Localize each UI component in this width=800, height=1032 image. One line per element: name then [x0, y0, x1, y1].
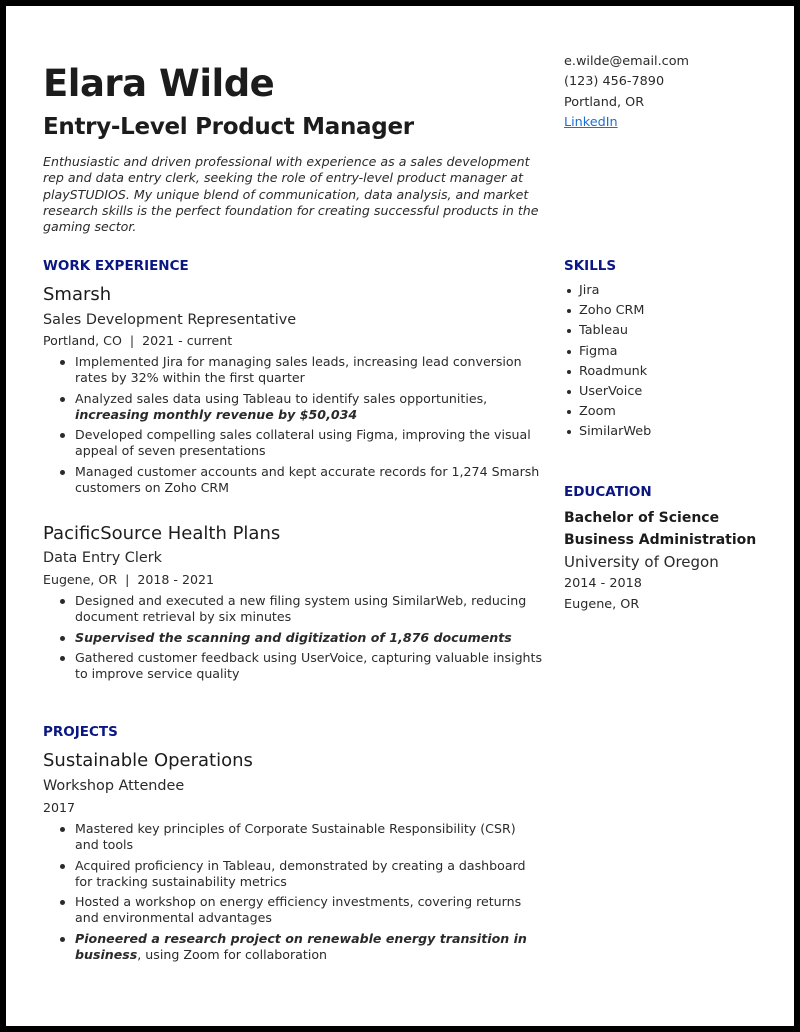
skill-item: UserVoice — [579, 382, 651, 402]
job-meta — [43, 571, 214, 589]
contact-linkedin — [564, 113, 618, 133]
school-name: University of Oregon — [564, 553, 719, 571]
meta-separator: | — [129, 333, 135, 348]
list-item: Managed customer accounts and kept accurate records for 1,274 Smarsh customers on Zoho CRM — [75, 464, 543, 497]
job-dates: 2018 - 2021 — [137, 572, 214, 587]
job-location: Eugene, OR — [43, 572, 118, 587]
bullet-emphasis: Pioneered a research project on renewable energy transition in business — [75, 930, 527, 963]
job-bullets — [43, 354, 543, 500]
skill-item: Zoho CRM — [579, 301, 651, 321]
skill-item: Roadmunk — [579, 362, 651, 382]
contact-phone: (123) 456-7890 — [564, 74, 665, 89]
skill-item: Jira — [579, 281, 651, 301]
summary-paragraph: Enthusiastic and driven professional with experience as a sales development rep and data entry clerk, seeking the role of entry-level product manager at playSTUDIOS. My unique blend of communication, data analysis, and market research skills is the perfect foundation for creating successful products in the gaming sector. — [43, 154, 539, 235]
education-dates: 2014 - 2018 — [564, 576, 642, 591]
job-location: Portland, CO — [43, 333, 122, 348]
contact-email: e.wilde@email.com — [564, 54, 690, 69]
skill-item: Figma — [579, 342, 651, 362]
job-company: PacificSource Health Plans — [43, 523, 281, 544]
job-role: Data Entry Clerk — [43, 550, 162, 566]
job-company: Smarsh — [43, 284, 112, 305]
list-item: Implemented Jira for managing sales leads, increasing lead conversion rates by 32% within the first quarter — [75, 354, 543, 387]
list-item: Supervised the scanning and digitization of 1,876 documents — [75, 630, 543, 646]
list-item — [75, 931, 543, 964]
project-role: Workshop Attendee — [43, 778, 185, 794]
list-item: Mastered key principles of Corporate Sustainable Responsibility (CSR) and tools — [75, 821, 543, 854]
candidate-name: Elara Wilde — [43, 62, 275, 105]
project-name: Sustainable Operations — [43, 750, 253, 771]
job-dates: 2021 - current — [142, 333, 233, 348]
skill-item: Tableau — [579, 321, 651, 341]
candidate-title: Entry-Level Product Manager — [43, 114, 414, 140]
skills-list — [564, 281, 651, 443]
bullet-text: , using Zoom for collaboration — [137, 947, 328, 963]
project-bullets — [43, 821, 543, 967]
education-heading: EDUCATION — [564, 484, 652, 500]
contact-location: Portland, OR — [564, 95, 645, 110]
education-location: Eugene, OR — [564, 597, 640, 612]
skill-item: Zoom — [579, 402, 651, 422]
bullet-text: Analyzed sales data using Tableau to identify sales opportunities, — [75, 390, 488, 406]
degree-line-2: Business Administration — [564, 532, 757, 548]
job-role: Sales Development Representative — [43, 312, 297, 328]
resume-page — [6, 6, 794, 1026]
list-item: Hosted a workshop on energy efficiency investments, covering returns and environmental advantages — [75, 894, 543, 927]
project-year: 2017 — [43, 800, 76, 815]
list-item: Acquired proficiency in Tableau, demonstrated by creating a dashboard for tracking sustainability metrics — [75, 858, 543, 891]
work-experience-heading: WORK EXPERIENCE — [43, 258, 189, 274]
list-item: Developed compelling sales collateral using Figma, improving the visual appeal of seven presentations — [75, 427, 543, 460]
projects-heading: PROJECTS — [43, 724, 118, 740]
skill-item: SimilarWeb — [579, 422, 651, 442]
meta-separator: | — [125, 572, 130, 587]
list-item: Designed and executed a new filing system using SimilarWeb, reducing document retrieval by six minutes — [75, 593, 543, 626]
list-item: Gathered customer feedback using UserVoice, capturing valuable insights to improve service quality — [75, 649, 543, 682]
skills-heading: SKILLS — [564, 258, 617, 274]
job-meta — [43, 332, 232, 350]
list-item — [75, 391, 543, 424]
bullet-emphasis: increasing monthly revenue by $50,034 — [75, 406, 358, 422]
linkedin-link[interactable]: LinkedIn — [564, 115, 618, 130]
degree-line-1: Bachelor of Science — [564, 510, 720, 526]
job-bullets — [43, 593, 543, 686]
